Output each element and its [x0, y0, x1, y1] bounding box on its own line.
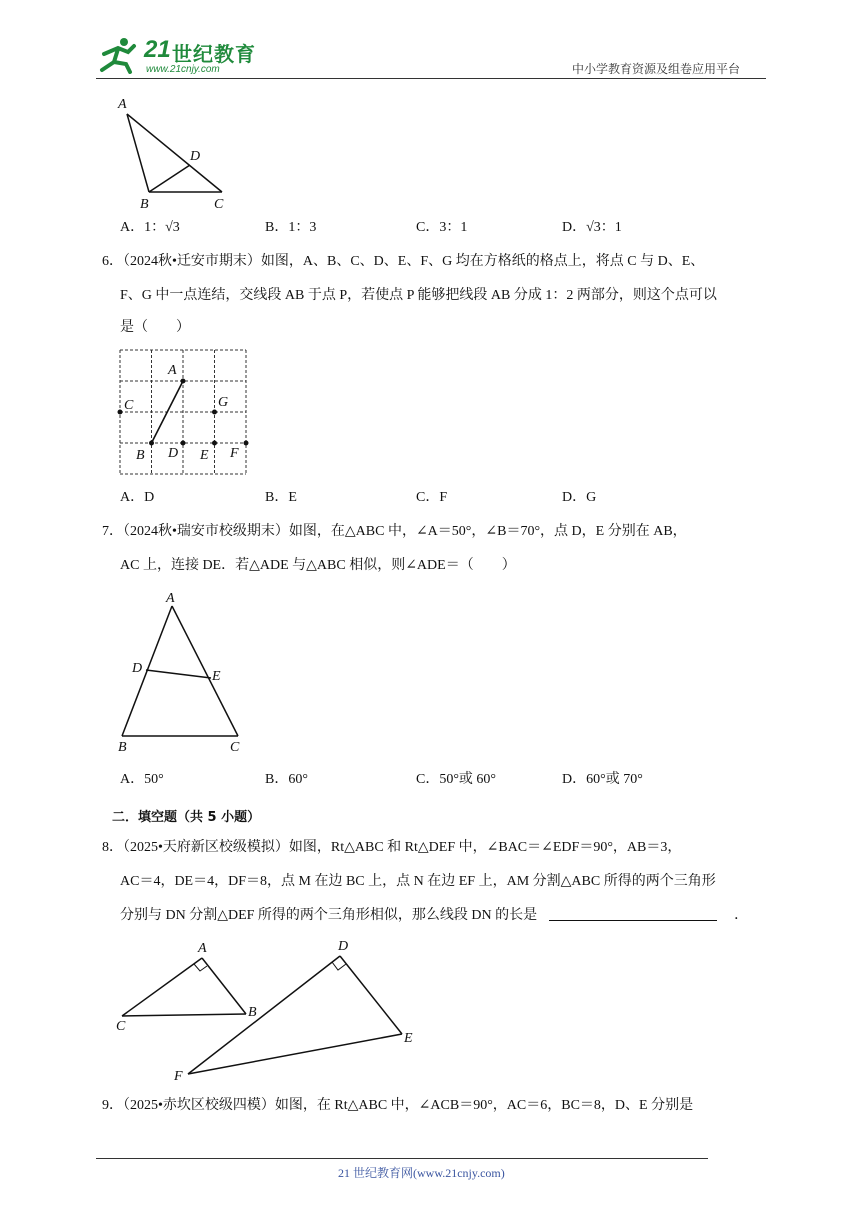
q8-label-f: F [174, 1069, 183, 1084]
q7-label-c: C [230, 740, 240, 755]
q6-label-g: G [218, 395, 229, 410]
q6-label-f: F [230, 446, 239, 461]
q8-line-3: 分别与 DN 分割△DEF 所得的两个三角形相似，那么线段 DN 的长是 [120, 908, 538, 923]
q8-label-c: C [116, 1019, 126, 1034]
q7-label-a: A [166, 591, 175, 606]
q7-options [120, 770, 760, 790]
q7-label-b: B [118, 740, 127, 755]
q5-option-a[interactable]: A．1：√3 [120, 220, 180, 235]
q7-option-d[interactable]: D．60°或 70° [562, 772, 643, 787]
site-name: 中小学教育资源及组卷应用平台 [572, 62, 741, 76]
q5-option-d[interactable]: D．√3：1 [562, 220, 622, 235]
q5-options [120, 218, 760, 238]
q5-label-c: C [214, 197, 224, 212]
q6-options [120, 488, 760, 508]
q8-label-a: A [198, 941, 207, 956]
runner-logo-icon [94, 36, 142, 74]
q6-line-2: F、G 中一点连结，交线段 AB 于点 P，若使点 P 能够把线段 AB 分成 1：2 两部分，则这个点可以 [120, 288, 717, 303]
logo-url: www.21cnjy.com [146, 64, 220, 75]
q6-option-c[interactable]: C．F [416, 490, 448, 505]
q6-line-1: 6．（2024秋•迁安市期末）如图，A、B、C、D、E、F、G 均在方格纸的格点上，将点 C 与 D、E、 [102, 254, 705, 269]
section-fill-in-title: 二．填空题（共 5 小题） [112, 810, 261, 825]
logo [94, 34, 264, 78]
q5-triangle-figure [112, 94, 242, 214]
q8-label-b: B [248, 1005, 257, 1020]
q8-line-3-end: ． [734, 908, 749, 923]
q5-option-b[interactable]: B．1：3 [265, 220, 317, 235]
q7-option-a[interactable]: A．50° [120, 772, 164, 787]
footer-text[interactable]: 21 世纪教育网(www.21cnjy.com) [338, 1166, 505, 1180]
logo-number: 21 [144, 36, 171, 63]
q8-label-e: E [404, 1031, 413, 1046]
header-divider [96, 78, 766, 79]
q9-line-1: 9．（2025•赤坎区校级四模）如图，在 Rt△ABC 中，∠ACB＝90°，AC＝6，BC＝8，D、E 分别是 [102, 1098, 694, 1113]
q6-option-d[interactable]: D．G [562, 490, 597, 505]
q8-triangles-figure [112, 934, 432, 1084]
q6-label-b: B [136, 448, 145, 463]
q5-option-c[interactable]: C．3：1 [416, 220, 468, 235]
q8-label-d: D [338, 939, 349, 954]
q6-label-d: D [168, 446, 179, 461]
q8-answer-blank[interactable] [549, 906, 717, 921]
q6-grid-figure [112, 342, 254, 482]
q6-label-e: E [200, 448, 209, 463]
q8-line-2: AC＝4，DE＝4，DF＝8，点 M 在边 BC 上，点 N 在边 EF 上，AM 分割△ABC 所得的两个三角形 [120, 874, 716, 889]
q5-label-d: D [190, 149, 201, 164]
q6-line-3: 是（ ） [120, 320, 190, 335]
q7-triangle-figure [112, 588, 252, 756]
q7-line-1: 7．（2024秋•瑞安市校级期末）如图，在△ABC 中，∠A＝50°，∠B＝70°，点 D，E 分别在 AB， [102, 524, 687, 539]
q7-label-d: D [132, 661, 143, 676]
logo-name: 世纪教育 [172, 42, 256, 66]
q7-option-c[interactable]: C．50°或 60° [416, 772, 497, 787]
q6-label-c: C [124, 398, 134, 413]
footer-divider [96, 1158, 708, 1159]
q8-line-3-wrap [120, 906, 748, 926]
q6-option-b[interactable]: B．E [265, 490, 297, 505]
q5-label-b: B [140, 197, 149, 212]
q7-line-2: AC 上，连接 DE．若△ADE 与△ABC 相似，则∠ADE＝（ ） [120, 558, 516, 573]
q6-label-a: A [168, 363, 177, 378]
q8-line-1: 8．（2025•天府新区校级模拟）如图，Rt△ABC 和 Rt△DEF 中，∠BAC＝∠EDF＝90°，AB＝3， [102, 840, 682, 855]
q5-label-a: A [118, 97, 127, 112]
q6-option-a[interactable]: A．D [120, 490, 155, 505]
q7-label-e: E [212, 669, 221, 684]
q7-option-b[interactable]: B．60° [265, 772, 308, 787]
header [0, 0, 860, 90]
